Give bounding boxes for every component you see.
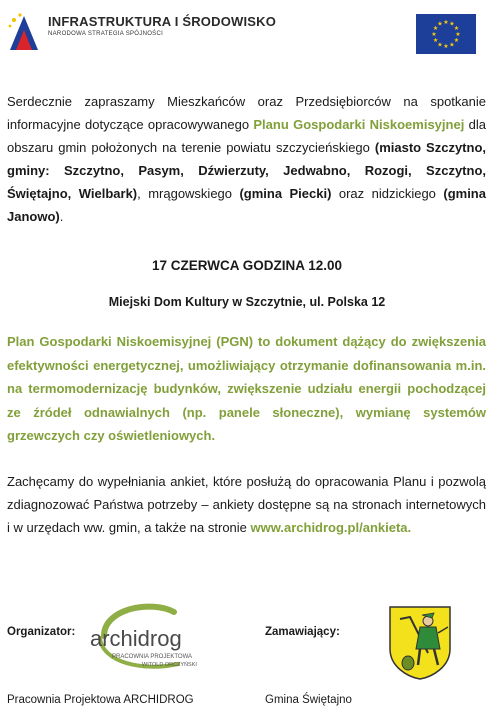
- coat-of-arms-icon: [388, 605, 452, 681]
- logo-wordmark: archidrog: [90, 626, 182, 651]
- eu-star-icon: ★: [455, 32, 461, 38]
- eu-star-icon: ★: [431, 32, 437, 38]
- event-venue: Miejski Dom Kultury w Szczytnie, ul. Polska 12: [108, 295, 386, 309]
- survey-paragraph: [7, 470, 486, 539]
- survey-link[interactable]: www.archidrog.pl/ankieta.: [250, 520, 412, 535]
- logo-subline-2: WITOLD ORCZYŃSKI: [142, 662, 197, 668]
- eu-star-icon: ★: [437, 21, 443, 28]
- plan-name-highlight: Planu Gospodarki Niskoemisyjnej: [253, 117, 465, 132]
- eu-star-icon: ★: [432, 38, 439, 44]
- invitation-text: dla obszaru gmin położonych na terenie powiatu szczycieńskiego: [7, 117, 486, 155]
- invitation-text: , mrągowskiego: [137, 186, 240, 201]
- event-date: 17 CZERWCA GODZINA 12.00: [151, 258, 343, 273]
- pgn-description: Plan Gospodarki Niskoemisyjnej (PGN) to dokument dążący do zwiększenia efektywności energetycznej, umożliwiający otrzymanie dofinansowania m.in. na termomodernizację budynków, zwiększenie udziału energii pochodzącej ze źródeł odnawialnych (np. panele słoneczne), wymianę systemów grzewczych czy oświetleniowych.: [7, 334, 486, 443]
- invitation-paragraph: [7, 90, 486, 228]
- program-subtitle: NARODOWA STRATEGIA SPÓJNOŚCI: [48, 31, 164, 37]
- piecki-municipality: (gmina Piecki): [239, 186, 332, 201]
- program-name: [48, 14, 276, 37]
- szczytno-municipalities: (miasto Szczytno, gminy: Szczytno, Pasym, Dźwierzuty, Jedwabno, Rozogi, Szczytno, Świętajno, Wielbark): [7, 140, 487, 201]
- eu-star-icon: ★: [449, 42, 455, 49]
- eu-star-icon: ★: [453, 26, 460, 32]
- client-name: Gmina Świętajno: [265, 694, 352, 706]
- eu-star-icon: ★: [449, 21, 455, 28]
- program-title: INFRASTRUKTURA I ŚRODOWISKO: [48, 14, 277, 29]
- archidrog-logo: [82, 598, 222, 674]
- eu-star-icon: ★: [437, 42, 443, 49]
- infrastruktura-logo-icon: [6, 10, 42, 56]
- eu-flag-icon: [416, 14, 476, 54]
- eu-star-icon: ★: [453, 38, 460, 44]
- logo-subline-1: PRACOWNIA PROJEKTOWA: [112, 654, 193, 660]
- invitation-text: oraz nidzickiego: [331, 186, 444, 201]
- survey-text: Zachęcamy do wypełniania ankiet, które posłużą do opracowania Planu i pozwolą zdiagnozować Państwa potrzeby – ankiety dostępne są na stronach internetowych i w urzędach ww. gmin, a także na stronie: [7, 474, 486, 535]
- client-label: Zamawiający:: [265, 626, 340, 638]
- eu-star-icon: ★: [432, 26, 439, 32]
- header: [0, 0, 494, 70]
- eu-star-icon: ★: [443, 20, 449, 26]
- organizer-name: Pracownia Projektowa ARCHIDROG: [7, 694, 194, 706]
- invitation-text: .: [59, 209, 64, 224]
- organizer-label: Organizator:: [7, 626, 76, 638]
- janowo-municipality: (gmina Janowo): [7, 186, 486, 224]
- eu-star-icon: ★: [443, 44, 449, 50]
- invitation-text: Serdecznie zapraszamy Mieszkańców oraz Przedsiębiorców na spotkanie informacyjne dotyczące opracowywanego: [7, 94, 486, 132]
